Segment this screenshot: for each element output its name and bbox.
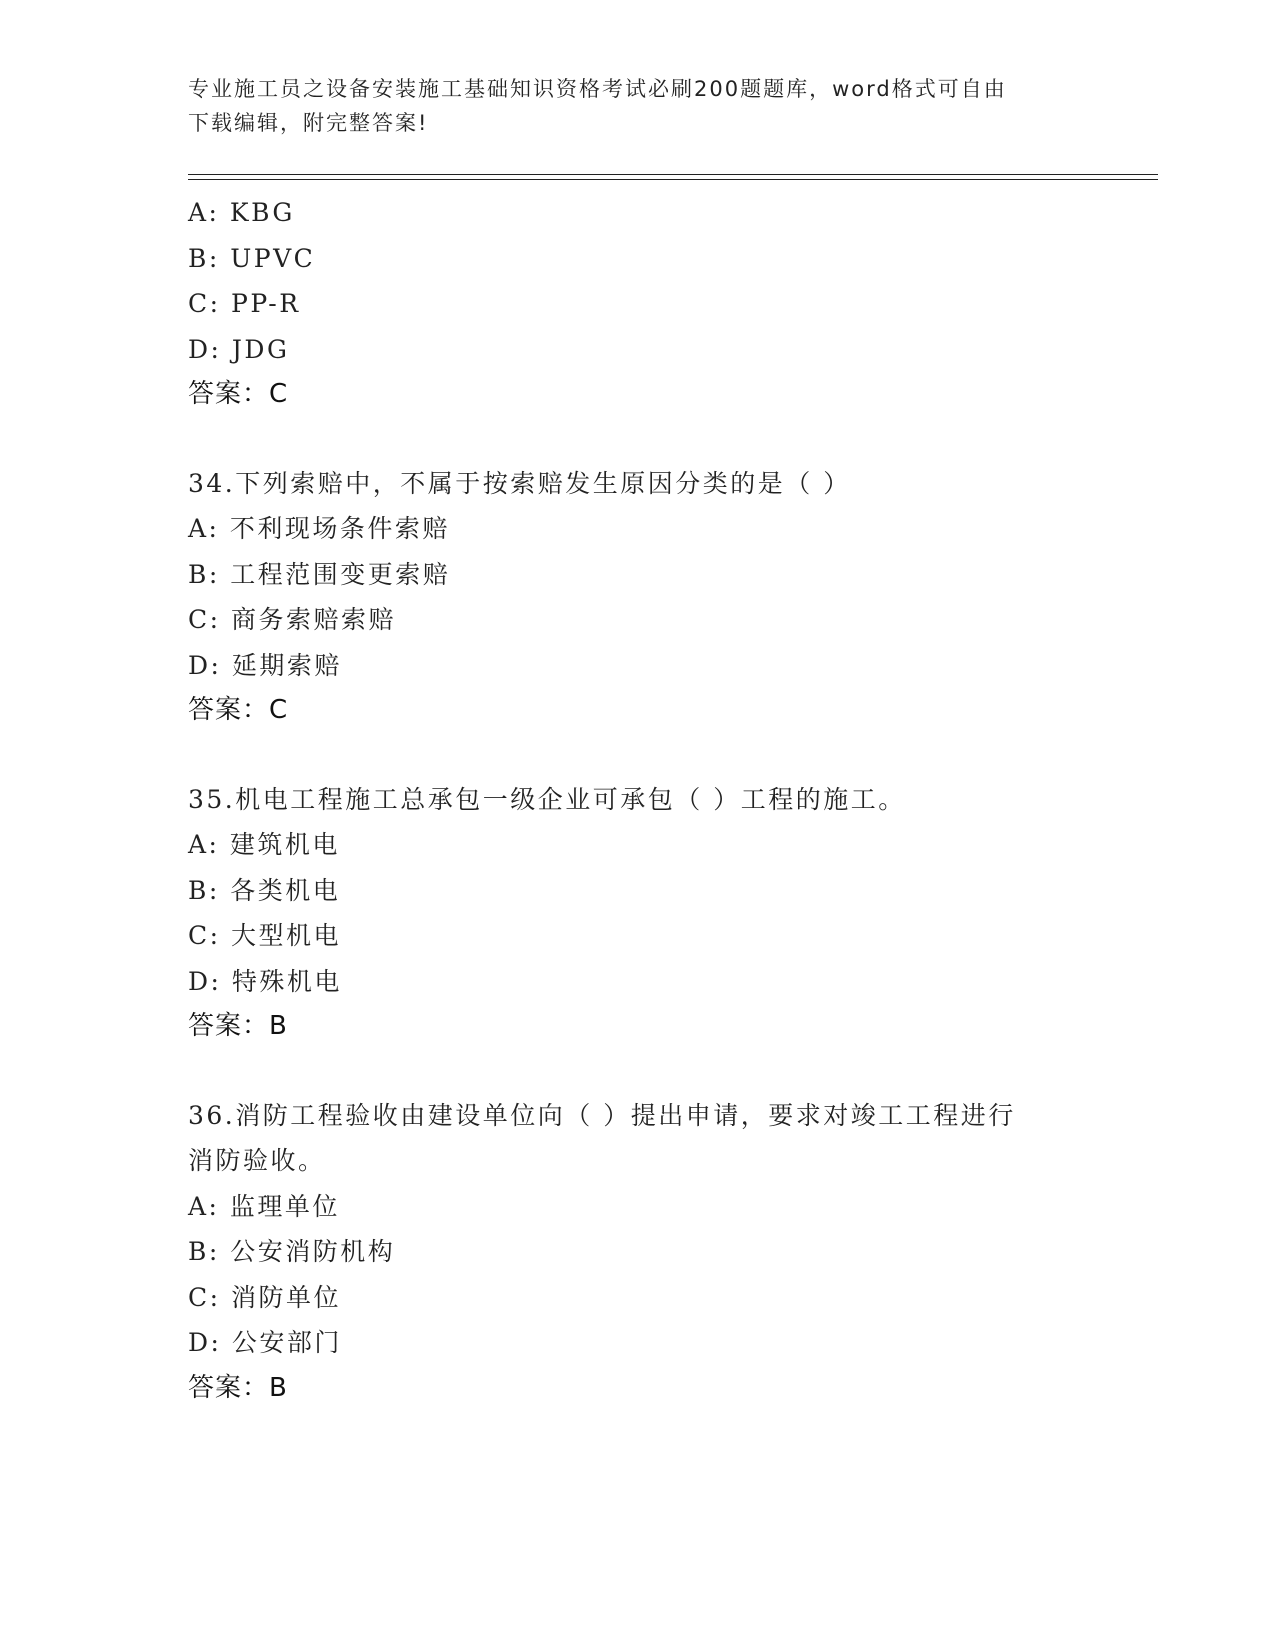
question-block-35 — [188, 777, 1148, 1050]
question-text-line-2: 消防验收。 — [188, 1146, 326, 1175]
option-a: A: KBG — [188, 198, 295, 227]
spacer — [188, 418, 1148, 461]
option-b: B: UPVC — [188, 243, 316, 273]
answer-text: 答案：C — [188, 379, 289, 409]
option-c: C: 商务索赔索赔 — [188, 605, 396, 634]
document-header — [188, 72, 1088, 140]
answer-text: 答案：B — [188, 1011, 288, 1041]
header-title-line-1: 专业施工员之设备安装施工基础知识资格考试必刷200题题库，word格式可自由 — [188, 77, 1007, 101]
header-rule-top — [188, 174, 1158, 175]
answer-text: 答案：B — [188, 1372, 288, 1403]
option-a: A: 监理单位 — [188, 1191, 340, 1221]
question-block-34 — [188, 461, 1148, 734]
option-d: D: JDG — [188, 334, 290, 364]
option-d: D: 特殊机电 — [188, 966, 342, 996]
option-b: B: 各类机电 — [188, 875, 341, 905]
option-a: A: 不利现场条件索赔 — [188, 514, 450, 543]
option-c: C: 大型机电 — [188, 921, 341, 950]
spacer — [188, 1050, 1148, 1093]
question-block-36 — [188, 1093, 1148, 1412]
option-b: B: 公安消防机构 — [188, 1237, 396, 1266]
option-d: D: 延期索赔 — [188, 650, 342, 680]
option-a: A: 建筑机电 — [188, 830, 340, 859]
option-d: D: 公安部门 — [188, 1328, 342, 1357]
question-block-33 — [188, 190, 1148, 418]
question-text: 34.下列索赔中，不属于按索赔发生原因分类的是（ ） — [188, 468, 851, 498]
header-title-line-2: 下载编辑，附完整答案! — [188, 111, 429, 135]
header-rule-bottom — [188, 179, 1158, 180]
option-c: C: PP-R — [188, 289, 301, 318]
answer-text: 答案：C — [188, 695, 289, 725]
question-list — [188, 190, 1148, 1411]
question-text: 35.机电工程施工总承包一级企业可承包（ ）工程的施工。 — [188, 784, 906, 814]
question-text-line-1: 36.消防工程验收由建设单位向（ ）提出申请，要求对竣工工程进行 — [188, 1100, 1016, 1130]
spacer — [188, 734, 1148, 777]
option-c: C: 消防单位 — [188, 1282, 341, 1312]
option-b: B: 工程范围变更索赔 — [188, 559, 451, 589]
